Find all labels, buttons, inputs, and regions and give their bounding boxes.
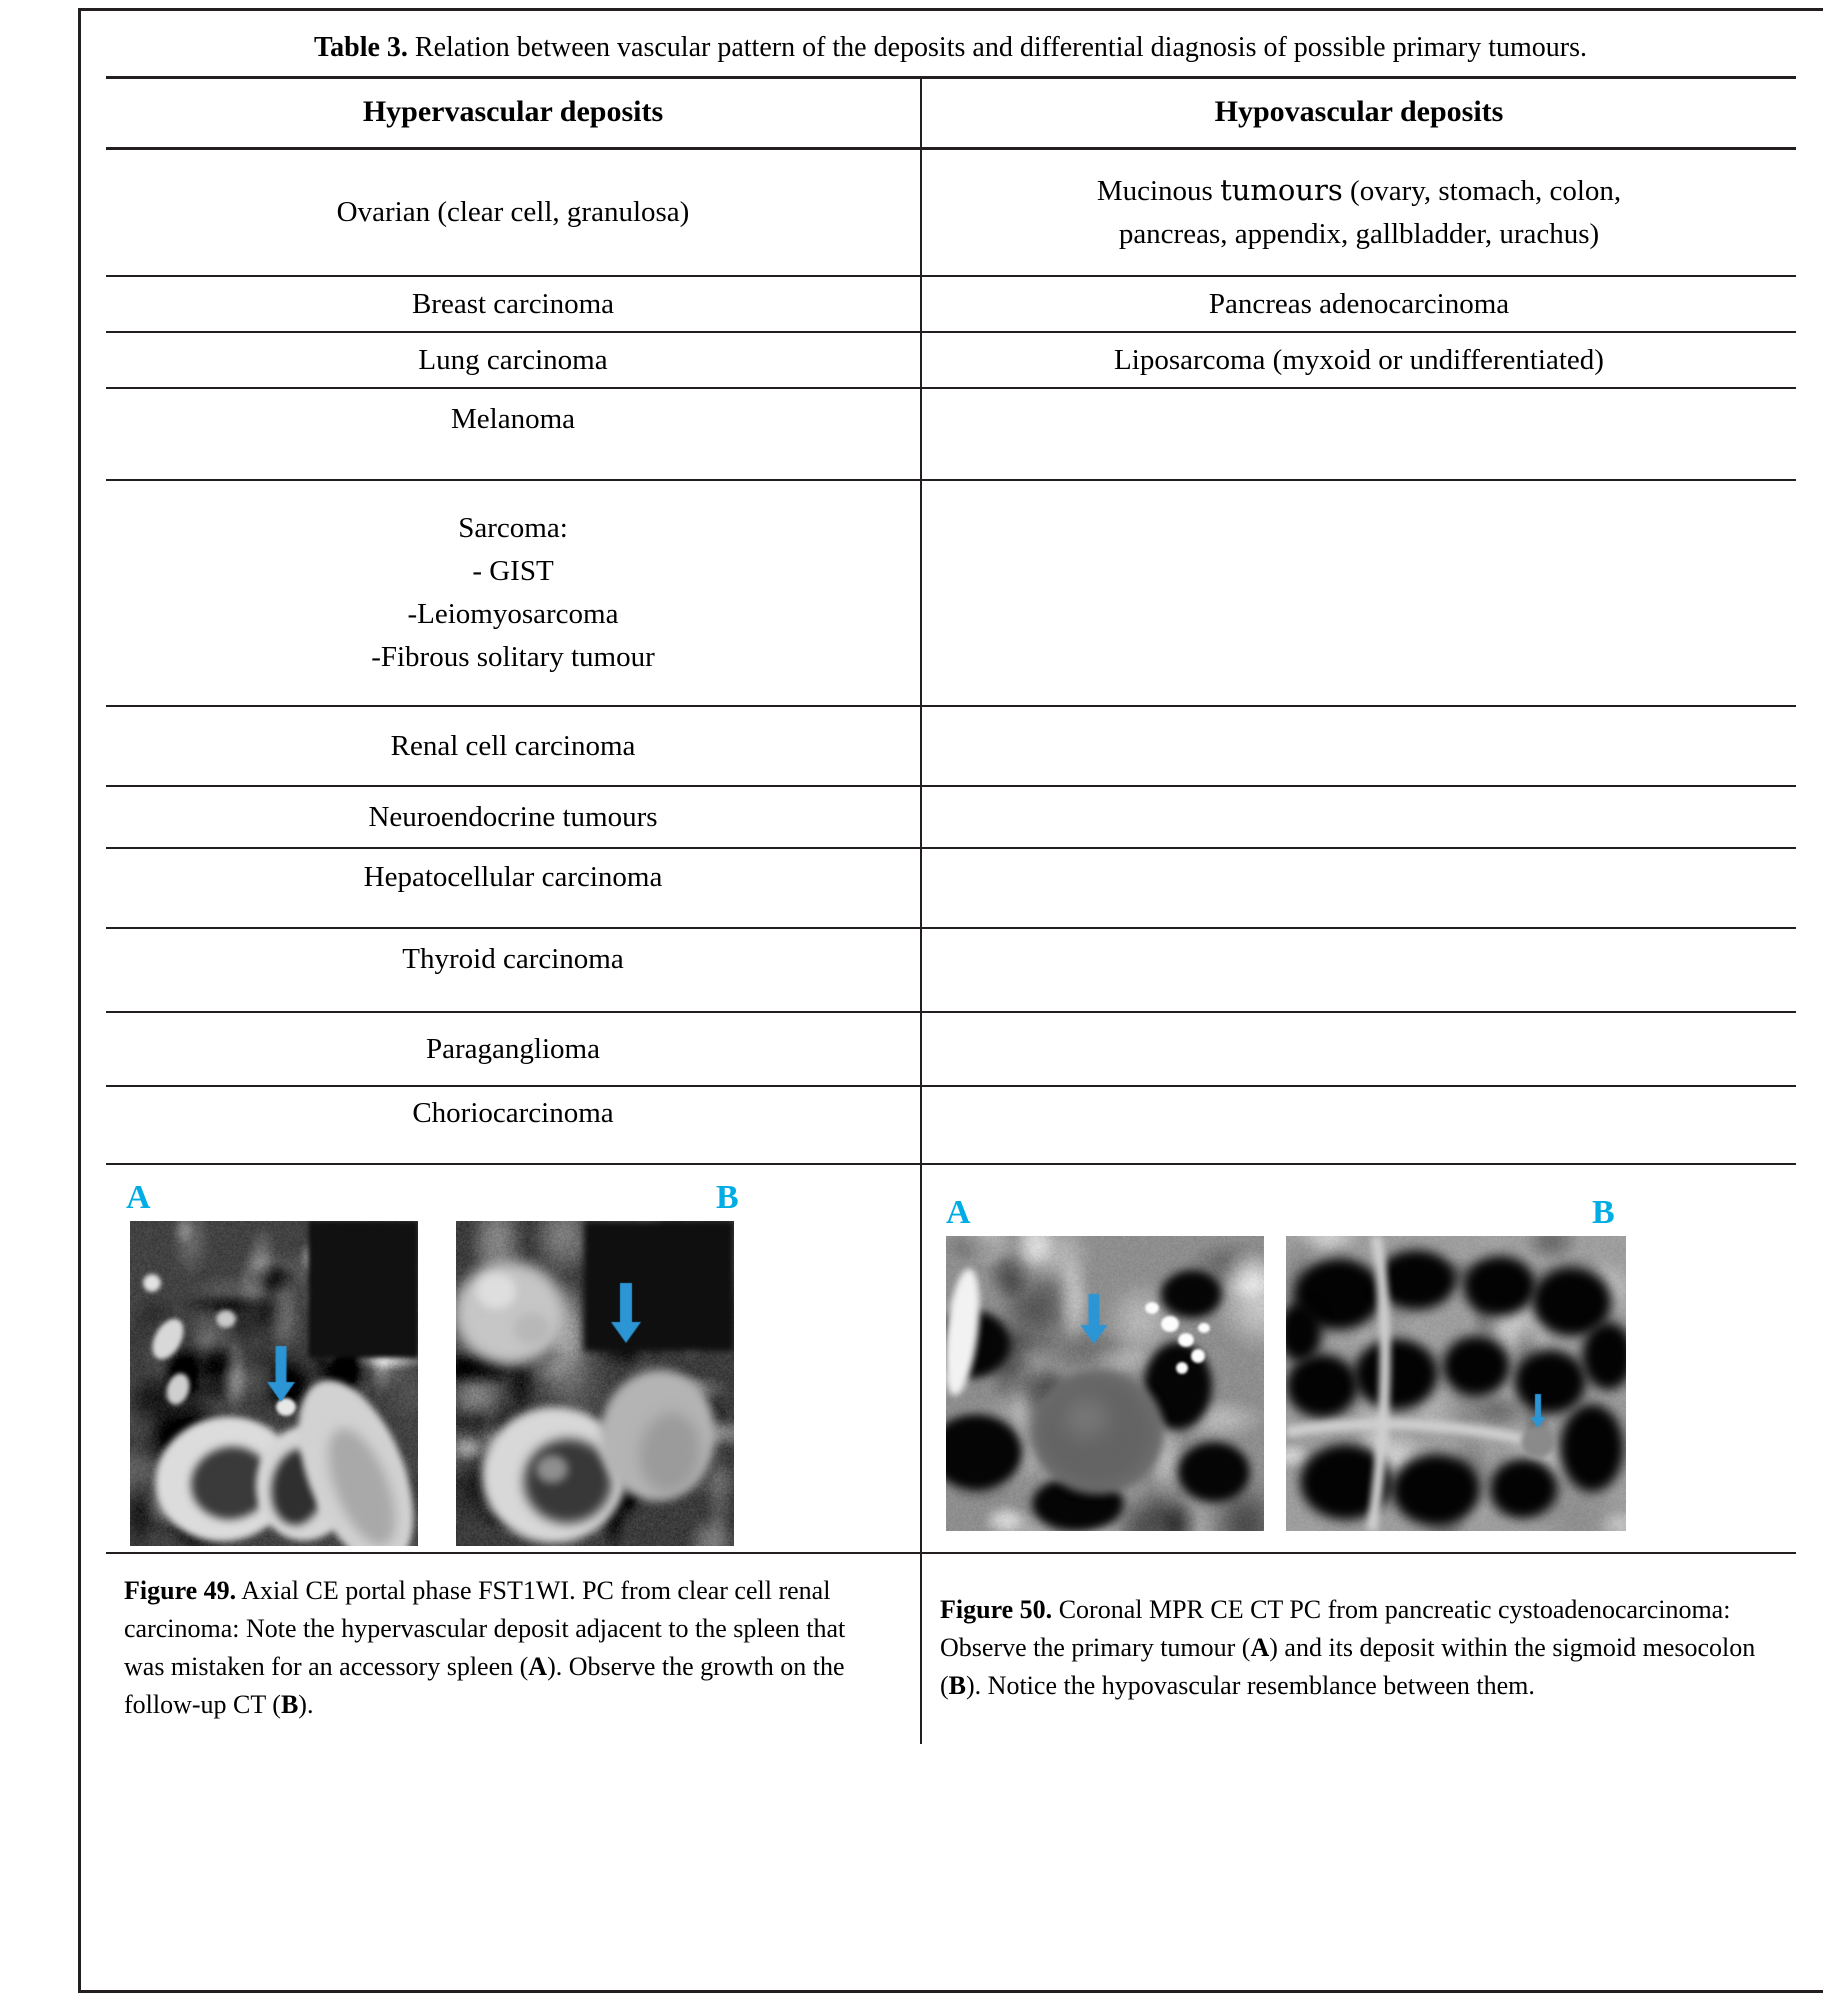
cell-hyper-sarcoma (106, 480, 921, 706)
mri-image-49b (456, 1221, 734, 1546)
figure-49-panel (106, 1164, 921, 1553)
fig49-text-2: ). Observe the growth on the follow-up CT ( (124, 1652, 845, 1720)
table-row (106, 786, 1796, 848)
table-row (106, 276, 1796, 332)
sarcoma-line-2: -Leiomyosarcoma (407, 598, 619, 631)
figure-49-ab-labels (116, 1177, 910, 1221)
ct-image-50a (946, 1236, 1264, 1531)
figure-49-caption-cell (106, 1553, 921, 1744)
column-header-hypervascular: Hypervascular deposits (106, 77, 921, 148)
panel-label-b: B (716, 1179, 739, 1217)
table-row (106, 480, 1796, 706)
ct-image-50b (1286, 1236, 1626, 1531)
table-row (106, 388, 1796, 480)
table-row (106, 1012, 1796, 1086)
figure-50-caption-cell (921, 1553, 1796, 1744)
figures-row (106, 1164, 1796, 1553)
cell-hyper-renal: Renal cell carcinoma (106, 706, 921, 786)
cell-hypo-empty-7 (921, 1012, 1796, 1086)
sarcoma-line-0: Sarcoma: (458, 512, 568, 545)
mri-image-49a (130, 1221, 418, 1546)
cell-hypo-empty-2 (921, 480, 1796, 706)
fig49-ref-b: B (280, 1690, 299, 1720)
cell-hypo-liposarcoma: Liposarcoma (myxoid or undifferentiated) (921, 332, 1796, 388)
table-caption-label: Table 3. (314, 32, 408, 63)
figure-50-caption (932, 1579, 1786, 1719)
cell-hypo-mucinous (921, 148, 1796, 276)
cell-hyper-neuroendocrine: Neuroendocrine tumours (106, 786, 921, 848)
figure-49-label: Figure 49. (124, 1576, 237, 1606)
column-header-hypovascular: Hypovascular deposits (921, 77, 1796, 148)
figure-50-images (932, 1236, 1786, 1531)
cell-hypo-empty-1 (921, 388, 1796, 480)
cell-hypo-empty-3 (921, 706, 1796, 786)
figure-49-caption (116, 1560, 910, 1738)
mucinous-tumours-word: tumours (1220, 173, 1343, 208)
table-row (106, 148, 1796, 276)
figure-50-label: Figure 50. (940, 1595, 1053, 1625)
table-3 (106, 76, 1796, 1744)
cell-hyper-ovarian: Ovarian (clear cell, granulosa) (106, 148, 921, 276)
table-caption-text: Relation between vascular pattern of the deposits and differential diagnosis of possible primary tumours. (407, 32, 1587, 63)
cell-hypo-empty-5 (921, 848, 1796, 928)
table-row (106, 1086, 1796, 1164)
table-row (106, 848, 1796, 928)
mucinous-part2: (ovary, stomach, colon, (1342, 175, 1622, 208)
fig50-text-1: Coronal MPR CE CT PC from pancreatic cystoadenocarcinoma: Observe the primary tumour ( (940, 1595, 1731, 1663)
cell-hyper-thyroid: Thyroid carcinoma (106, 928, 921, 1012)
cell-hypo-empty-6 (921, 928, 1796, 1012)
fig49-text-3: ). (298, 1690, 314, 1720)
cell-hypo-pancreas: Pancreas adenocarcinoma (921, 276, 1796, 332)
table-row (106, 928, 1796, 1012)
table-row (106, 332, 1796, 388)
sarcoma-line-1: - GIST (472, 555, 554, 588)
fig50-text-2: ) and its deposit within the sigmoid mesocolon ( (940, 1633, 1756, 1701)
figure-captions-row (106, 1553, 1796, 1744)
fig50-ref-b: B (948, 1671, 967, 1701)
table-row (106, 706, 1796, 786)
cell-hypo-empty-4 (921, 786, 1796, 848)
cell-hyper-hepatocellular: Hepatocellular carcinoma (106, 848, 921, 928)
panel-label-b: B (1592, 1194, 1615, 1232)
figure-50-panel (921, 1164, 1796, 1553)
fig49-text-1: Axial CE portal phase FST1WI. PC from clear cell renal carcinoma: Note the hypervascular deposit adjacent to the spleen that was mistaken for an accessory spleen ( (124, 1576, 846, 1682)
fig49-ref-a: A (528, 1652, 548, 1682)
panel-label-a: A (946, 1194, 971, 1232)
figure-49-images (116, 1221, 910, 1546)
cell-hypo-empty-8 (921, 1086, 1796, 1164)
fig50-text-3: ). Notice the hypovascular resemblance between them. (966, 1671, 1535, 1701)
mucinous-part1: Mucinous (1096, 175, 1221, 208)
panel-label-a: A (126, 1179, 151, 1217)
mucinous-line2: pancreas, appendix, gallbladder, urachus) (1118, 218, 1600, 250)
sarcoma-line-3: -Fibrous solitary tumour (371, 641, 655, 674)
figure-50-ab-labels (932, 1192, 1786, 1236)
cell-hyper-lung: Lung carcinoma (106, 332, 921, 388)
cell-hyper-choriocarcinoma: Choriocarcinoma (106, 1086, 921, 1164)
table-caption (78, 8, 1823, 76)
cell-hyper-paraganglioma: Paraganglioma (106, 1012, 921, 1086)
fig50-ref-a: A (1250, 1633, 1270, 1663)
page-content (78, 8, 1823, 1744)
cell-hyper-breast: Breast carcinoma (106, 276, 921, 332)
cell-hyper-melanoma: Melanoma (106, 388, 921, 480)
table-header-row (106, 77, 1796, 148)
